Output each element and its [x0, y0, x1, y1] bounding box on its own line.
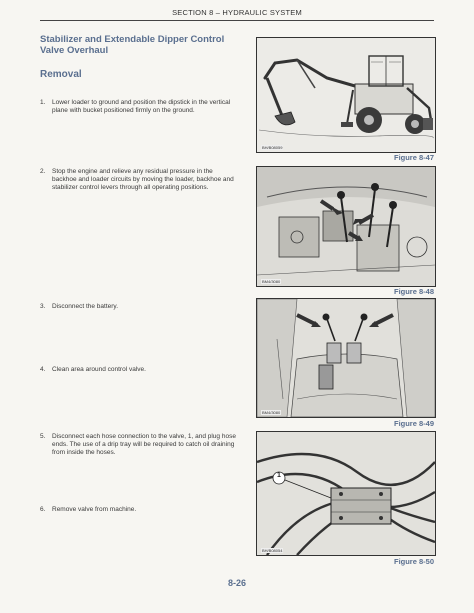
step-number: 2. [40, 168, 46, 175]
figure-code: BH/B08059 [262, 145, 283, 150]
removal-heading: Removal [40, 69, 82, 80]
step-text: Disconnect each hose connection to the valve, 1, and plug hose ends. The use of a drip tray will be required to catch oil draining from inside the hoses. [52, 433, 236, 456]
step-text: Lower loader to ground and position the dipstick in the vertical plane with bucket positioned firmly on the ground. [52, 99, 231, 114]
step-4 [40, 366, 238, 374]
step-1 [40, 99, 238, 115]
figure-8-48-image [256, 166, 436, 287]
step-text: Disconnect the battery. [52, 303, 118, 310]
header-divider [40, 20, 434, 21]
step-3 [40, 303, 238, 311]
backhoe-loader-illustration [257, 38, 435, 152]
figure-8-48-caption: Figure 8-48 [393, 287, 434, 296]
step-6 [40, 506, 238, 514]
procedure-title: Stabilizer and Extendable Dipper Control Valve Overhaul [40, 34, 225, 56]
cab-floor-illustration [257, 299, 435, 417]
step-number: 4. [40, 366, 46, 373]
section-header: SECTION 8 – HYDRAULIC SYSTEM [172, 8, 302, 17]
figure-code: BM4/3080 [262, 410, 281, 415]
step-text: Stop the engine and relieve any residual pressure in the backhoe and loader circuits by moving the loader, backhoe and stabilizer control levers through all operating positions. [52, 168, 234, 191]
step-5 [40, 433, 238, 457]
page-number: 8-26 [227, 578, 246, 588]
figure-8-47-image [256, 37, 436, 153]
step-number: 3. [40, 303, 46, 310]
cab-controls-illustration [257, 167, 435, 286]
step-number: 1. [40, 99, 46, 106]
step-text: Remove valve from machine. [52, 506, 137, 513]
figure-8-50-caption: Figure 8-50 [393, 557, 434, 566]
figure-8-49-image [256, 298, 436, 418]
control-valve-hoses-illustration [257, 432, 435, 555]
step-number: 5. [40, 433, 46, 440]
callout-label-1: 1 [277, 472, 281, 479]
figure-code: BM4/3080 [262, 279, 281, 284]
figure-8-49-caption: Figure 8-49 [393, 419, 434, 428]
step-2 [40, 168, 238, 192]
figure-8-50-image [256, 431, 436, 556]
step-text: Clean area around control valve. [52, 366, 146, 373]
figure-code: BH/B08054 [262, 548, 283, 553]
figure-8-47-caption: Figure 8-47 [393, 153, 434, 162]
step-number: 6. [40, 506, 46, 513]
